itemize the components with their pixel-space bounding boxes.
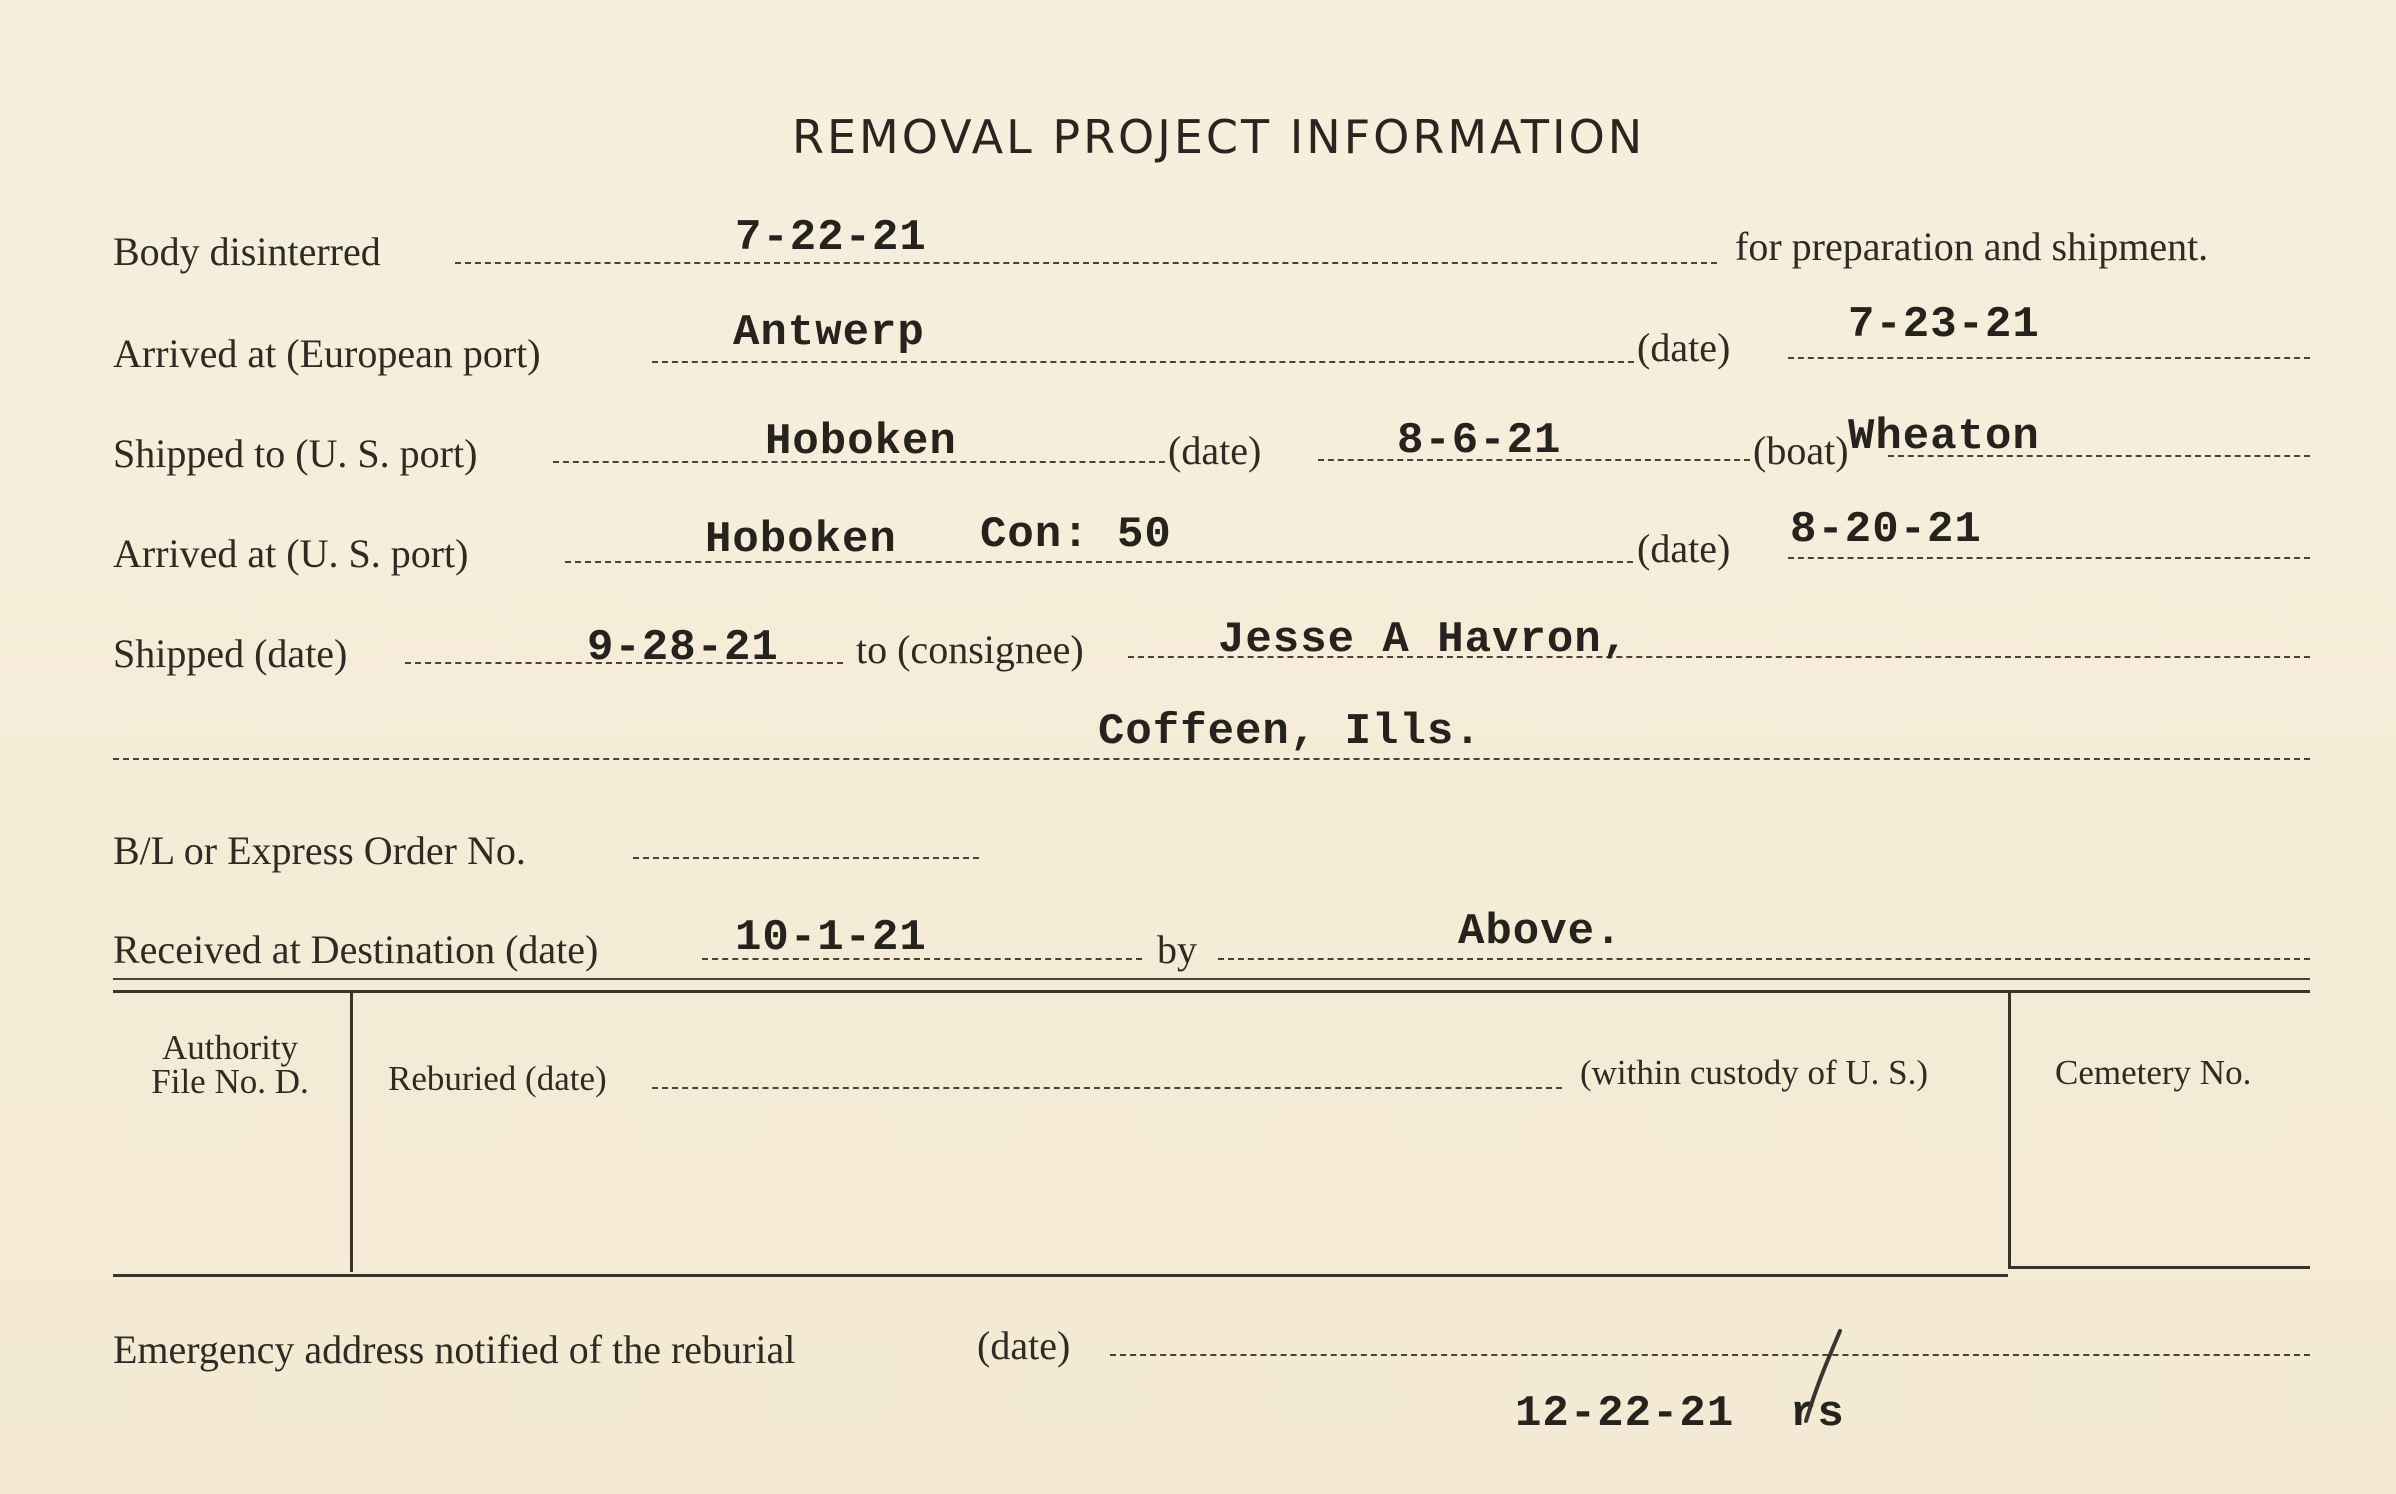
label-file-no: File No. D. bbox=[151, 1062, 309, 1101]
label-european-date: (date) bbox=[1637, 325, 1731, 370]
divider-left bbox=[350, 992, 353, 1272]
value-consignee-place: Coffeen, Ills. bbox=[1098, 707, 1482, 757]
rule-top-1 bbox=[113, 978, 2310, 980]
rule-bottom bbox=[113, 1274, 2008, 1277]
value-emergency-date: 12-22-21 bbox=[1515, 1389, 1735, 1439]
card-title: REMOVAL PROJECT INFORMATION bbox=[792, 110, 1646, 164]
value-european-port: Antwerp bbox=[733, 308, 925, 358]
dotted-line bbox=[633, 857, 979, 859]
value-received-by: Above. bbox=[1458, 907, 1623, 957]
label-shipped-date: (date) bbox=[1168, 428, 1262, 473]
label-reburied: Reburied (date) bbox=[388, 1059, 607, 1098]
pen-mark bbox=[1780, 1325, 1860, 1439]
label-arrived-european: Arrived at (European port) bbox=[113, 331, 541, 376]
label-by: by bbox=[1157, 927, 1197, 972]
dotted-line bbox=[652, 1087, 1562, 1089]
label-body-disinterred: Body disinterred bbox=[113, 229, 381, 274]
label-emergency-date: (date) bbox=[977, 1323, 1071, 1368]
label-received: Received at Destination (date) bbox=[113, 927, 599, 972]
value-arrived-date: 8-20-21 bbox=[1790, 505, 1982, 555]
dotted-line bbox=[113, 758, 2310, 760]
rule-bottom-right bbox=[2008, 1266, 2310, 1269]
label-arrived-date: (date) bbox=[1637, 526, 1731, 571]
value-con: Con: 50 bbox=[980, 510, 1172, 560]
dotted-line bbox=[1788, 357, 2310, 359]
value-received-date: 10-1-21 bbox=[735, 913, 927, 963]
value-european-date: 7-23-21 bbox=[1848, 300, 2040, 350]
label-arrived-us: Arrived at (U. S. port) bbox=[113, 531, 469, 576]
dotted-line bbox=[455, 262, 1717, 264]
label-shipped-to-us: Shipped to (U. S. port) bbox=[113, 431, 478, 476]
dotted-line bbox=[1218, 958, 2310, 960]
dotted-line bbox=[1788, 557, 2310, 559]
label-preparation: for preparation and shipment. bbox=[1735, 224, 2209, 269]
label-boat: (boat) bbox=[1753, 428, 1849, 473]
label-bl-order: B/L or Express Order No. bbox=[113, 828, 526, 873]
value-shipped-to-date: 8-6-21 bbox=[1397, 416, 1562, 466]
value-disinterred-date: 7-22-21 bbox=[735, 213, 927, 263]
label-consignee: to (consignee) bbox=[856, 627, 1084, 672]
label-cemetery: Cemetery No. bbox=[2055, 1053, 2252, 1092]
dotted-line bbox=[652, 361, 1634, 363]
value-us-port-shipped: Hoboken bbox=[765, 417, 957, 467]
rule-top-2 bbox=[113, 990, 2310, 993]
value-us-port-arrived: Hoboken bbox=[705, 515, 897, 565]
divider-right bbox=[2008, 992, 2011, 1268]
value-shipped-date: 9-28-21 bbox=[587, 623, 779, 673]
label-custody: (within custody of U. S.) bbox=[1580, 1053, 1929, 1092]
label-authority: Authority bbox=[161, 1028, 299, 1067]
label-shipped: Shipped (date) bbox=[113, 631, 348, 676]
value-boat: Wheaton bbox=[1848, 412, 2040, 462]
label-emergency: Emergency address notified of the reburial bbox=[113, 1327, 796, 1372]
value-initials: rs bbox=[1790, 1389, 1845, 1439]
value-consignee-name: Jesse A Havron, bbox=[1218, 615, 1630, 665]
dotted-line bbox=[1110, 1354, 2310, 1356]
